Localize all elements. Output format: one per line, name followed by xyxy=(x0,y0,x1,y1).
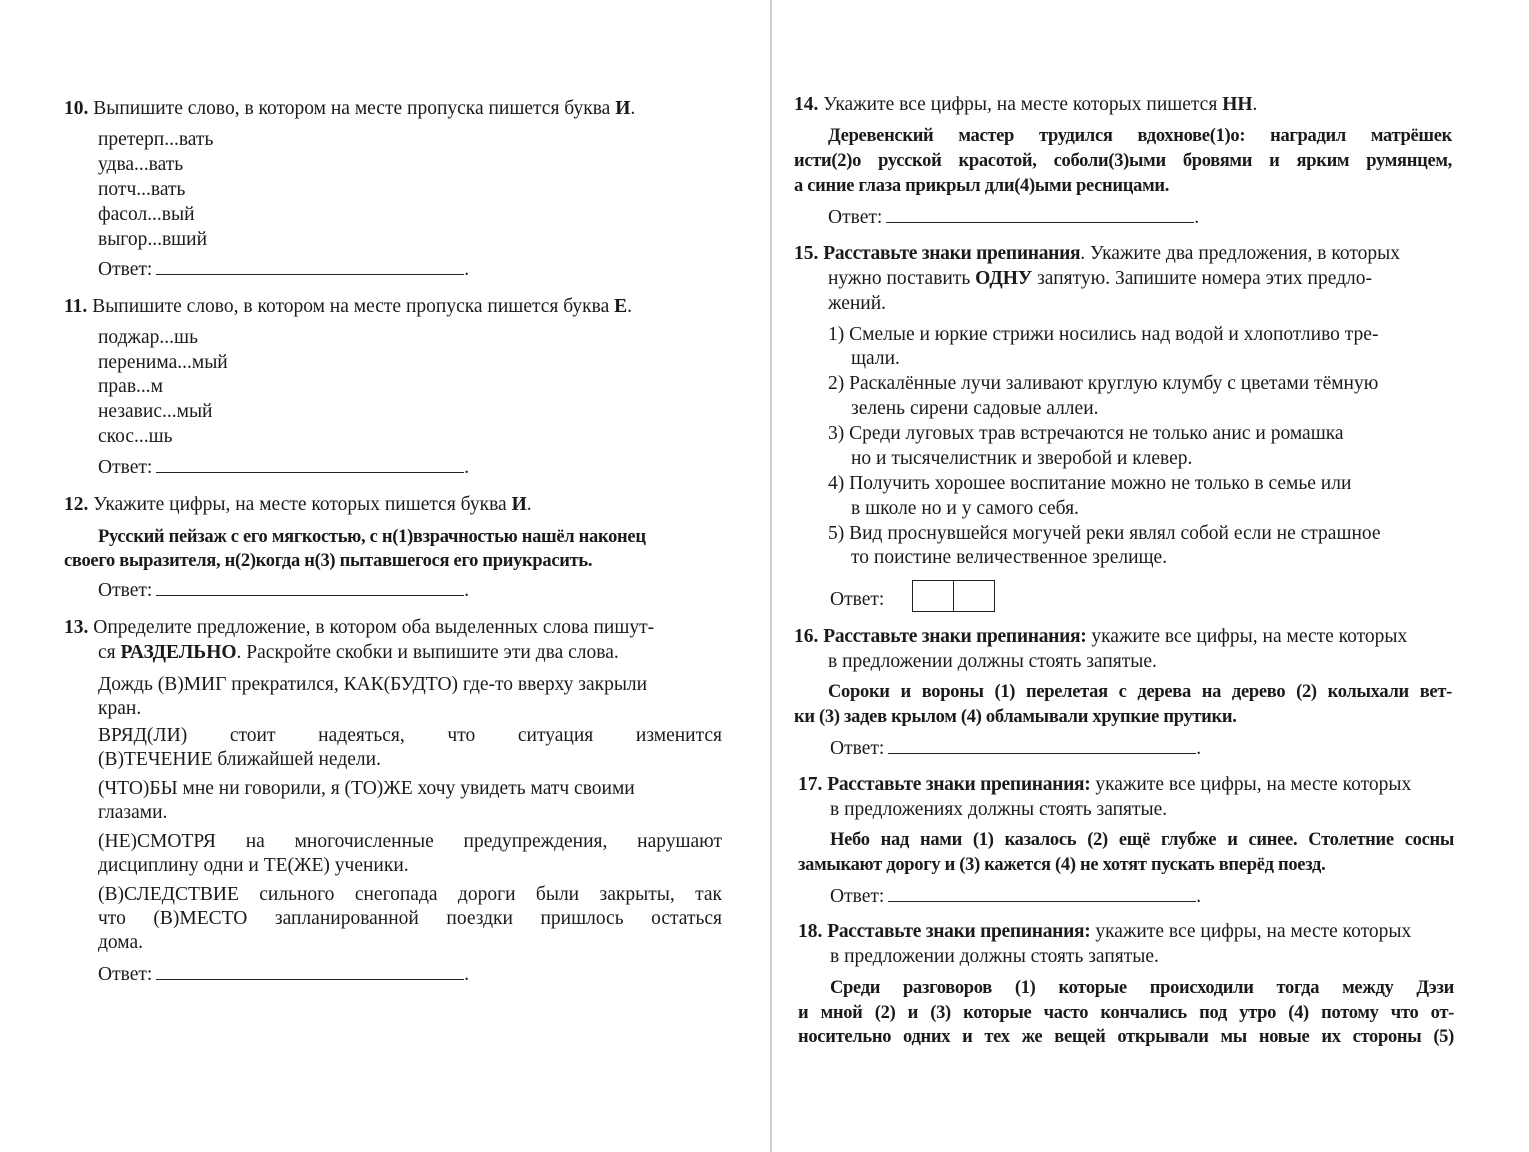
q14-answer-line[interactable] xyxy=(886,208,1194,223)
q11-option: перенима...мый xyxy=(98,352,228,373)
q10-answer-line[interactable] xyxy=(156,260,464,275)
right-page xyxy=(772,0,1529,1152)
q13-number: 13. xyxy=(64,617,89,638)
q15-item: но и тысячелистник и зверобой и клевер. xyxy=(851,448,1193,469)
q11-option: поджар...шь xyxy=(98,327,198,348)
q11-option: прав...м xyxy=(98,376,164,397)
q10-option: удва...вать xyxy=(98,154,184,175)
q14-sentence-line: Деревенский мастер трудился вдохнове(1)о: наградил матрёшек xyxy=(828,126,1452,146)
q13-sentence-line: (НЕ)СМОТРЯ на многочисленные предупреждения, нарушают xyxy=(98,831,722,852)
q14-sentence-line: исти(2)о русской красотой, соболи(3)ыми бровями и ярким румянцем, xyxy=(794,151,1452,171)
q15-item: 5) Вид проснувшейся могучей реки являл собой если не страшное xyxy=(828,523,1381,544)
q13-sentence-line: что (В)МЕСТО запланированной поездки пришлось остаться xyxy=(98,908,722,929)
q12-text: Укажите цифры, на месте которых пишется буква xyxy=(93,494,507,515)
q15-item: зелень сирени садовые аллеи. xyxy=(851,398,1099,419)
q12-sentence-line: своего выразителя, н(2)когда н(3) пытавшегося его приукрасить. xyxy=(64,551,593,571)
q18-prompt-line2: в предложении должны стоять запятые. xyxy=(830,946,1159,967)
q15-item: 2) Раскалённые лучи заливают круглую клумбу с цветами тёмную xyxy=(828,373,1379,394)
q13-sentence-line: (ЧТО)БЫ мне ни говорили, я (ТО)ЖЕ хочу увидеть матч своими xyxy=(98,778,635,799)
q15-item: в школе но и у самого себя. xyxy=(851,498,1079,519)
q13-answer: Ответ: . xyxy=(98,964,470,985)
q18-sentence-line: носительно одних и тех же вещей открывали мы новые их стороны (5) xyxy=(798,1027,1454,1047)
q10-text: Выпишите слово, в котором на месте пропуска пишется буква xyxy=(93,98,611,119)
q11-option: скос...шь xyxy=(98,426,173,447)
q15-prompt-line2: нужно поставить ОДНУ запятую. Запишите номера этих предло- xyxy=(828,268,1373,289)
q11-answer: Ответ: . xyxy=(98,457,470,478)
q15-number: 15. xyxy=(794,243,819,264)
q12-letter: И xyxy=(511,494,527,515)
q17-answer: Ответ: . xyxy=(830,886,1202,907)
q12-prompt: 12. Укажите цифры, на месте которых пишется буква И. xyxy=(64,494,532,515)
q10-option: фасол...вый xyxy=(98,204,195,225)
q16-prompt-line1: 16. Расставьте знаки препинания: укажите все цифры, на месте которых xyxy=(794,626,1408,647)
q14-number: 14. xyxy=(794,94,819,115)
q10-letter: И xyxy=(615,98,631,119)
q12-number: 12. xyxy=(64,494,89,515)
q14-sentence-line: а синие глаза прикрыл дли(4)ыми ресницами. xyxy=(794,176,1170,196)
q15-prompt-line1: 15. Расставьте знаки препинания. Укажите два предложения, в которых xyxy=(794,243,1400,264)
q15-item: 1) Смелые и юркие стрижи носились над водой и хлопотливо тре- xyxy=(828,324,1379,345)
q13-prompt-line2: ся РАЗДЕЛЬНО. Раскройте скобки и выпишите эти два слова. xyxy=(98,642,619,663)
q18-sentence-line: Среди разговоров (1) которые происходили тогда между Дэзи xyxy=(830,978,1454,998)
q15-item: 4) Получить хорошее воспитание можно не только в семье или xyxy=(828,473,1352,494)
q15-answer-cell-2[interactable] xyxy=(953,580,995,612)
q10-option: выгор...вший xyxy=(98,229,208,250)
q17-prompt-line2: в предложениях должны стоять запятые. xyxy=(830,799,1168,820)
q13-sentence-line: кран. xyxy=(98,698,142,719)
q13-keyword: РАЗДЕЛЬНО xyxy=(120,642,237,663)
q10-prompt: 10. Выпишите слово, в котором на месте пропуска пишется буква И. xyxy=(64,98,636,119)
q11-answer-line[interactable] xyxy=(156,458,464,473)
q12-sentence-line: Русский пейзаж с его мягкостью, с н(1)взрачностью нашёл наконец xyxy=(98,527,646,547)
q15-prompt-line3: жений. xyxy=(828,293,887,314)
q16-sentence-line: ки (3) задев крылом (4) обламывали хрупкие прутики. xyxy=(794,707,1237,727)
q16-number: 16. xyxy=(794,626,819,647)
q11-letter: Е xyxy=(614,296,628,317)
q15-answer-cell-1[interactable] xyxy=(912,580,954,612)
q13-sentence-line: (В)ТЕЧЕНИЕ ближайшей недели. xyxy=(98,749,381,770)
q10-option: претерп...вать xyxy=(98,129,214,150)
q12-answer: Ответ: . xyxy=(98,580,470,601)
q14-prompt: 14. Укажите все цифры, на месте которых пишется НН. xyxy=(794,94,1258,115)
q10-number: 10. xyxy=(64,98,89,119)
q18-number: 18. xyxy=(798,921,823,942)
q16-sentence-line: Сороки и вороны (1) перелетая с дерева на дерево (2) колыхали вет- xyxy=(828,682,1452,702)
q14-answer: Ответ: . xyxy=(828,207,1200,228)
q15-keyword: ОДНУ xyxy=(975,268,1033,289)
q18-sentence-line: и мной (2) и (3) которые часто кончались под утро (4) потому что от- xyxy=(798,1003,1454,1023)
q13-sentence-line: ВРЯД(ЛИ) стоит надеяться, что ситуация изменится xyxy=(98,725,722,746)
q17-sentence-line: Небо над нами (1) казалось (2) ещё глубже и синее. Столетние сосны xyxy=(830,830,1454,850)
q15-item: щали. xyxy=(851,348,900,369)
q15-item: то поистине величественное зрелище. xyxy=(851,547,1168,568)
q11-prompt: 11. Выпишите слово, в котором на месте пропуска пишется буква Е. xyxy=(64,296,633,317)
q13-answer-line[interactable] xyxy=(156,965,464,980)
q16-prompt-line2: в предложении должны стоять запятые. xyxy=(828,651,1157,672)
q15-answer-label: Ответ: xyxy=(830,589,885,610)
q11-text: Выпишите слово, в котором на месте пропуска пишется буква xyxy=(92,296,610,317)
q11-option: независ...мый xyxy=(98,401,213,422)
q11-number: 11. xyxy=(64,296,88,317)
q16-answer: Ответ: . xyxy=(830,738,1202,759)
q13-sentence-line: (В)СЛЕДСТВИЕ сильного снегопада дороги были закрыты, так xyxy=(98,884,722,905)
q16-answer-line[interactable] xyxy=(888,739,1196,754)
q12-answer-line[interactable] xyxy=(156,581,464,596)
q13-sentence-line: дисциплину одни и ТЕ(ЖЕ) ученики. xyxy=(98,855,409,876)
q13-sentence-line: дома. xyxy=(98,932,144,953)
q18-prompt-line1: 18. Расставьте знаки препинания: укажите все цифры, на месте которых xyxy=(798,921,1412,942)
q17-sentence-line: замыкают дорогу и (3) кажется (4) не хотят пускать вперёд поезд. xyxy=(798,855,1326,875)
q14-letters: НН xyxy=(1222,94,1253,115)
q13-sentence-line: Дождь (В)МИГ прекратился, КАК(БУДТО) где-то вверху закрыли xyxy=(98,674,648,695)
q15-item: 3) Среди луговых трав встречаются не только анис и ромашка xyxy=(828,423,1344,444)
q17-prompt-line1: 17. Расставьте знаки препинания: укажите все цифры, на месте которых xyxy=(798,774,1412,795)
q17-number: 17. xyxy=(798,774,823,795)
q13-sentence-line: глазами. xyxy=(98,802,168,823)
q10-option: потч...вать xyxy=(98,179,186,200)
q10-answer: Ответ: . xyxy=(98,259,470,280)
q13-prompt-line1: 13. Определите предложение, в котором оба выделенных слова пишут- xyxy=(64,617,655,638)
q17-answer-line[interactable] xyxy=(888,887,1196,902)
